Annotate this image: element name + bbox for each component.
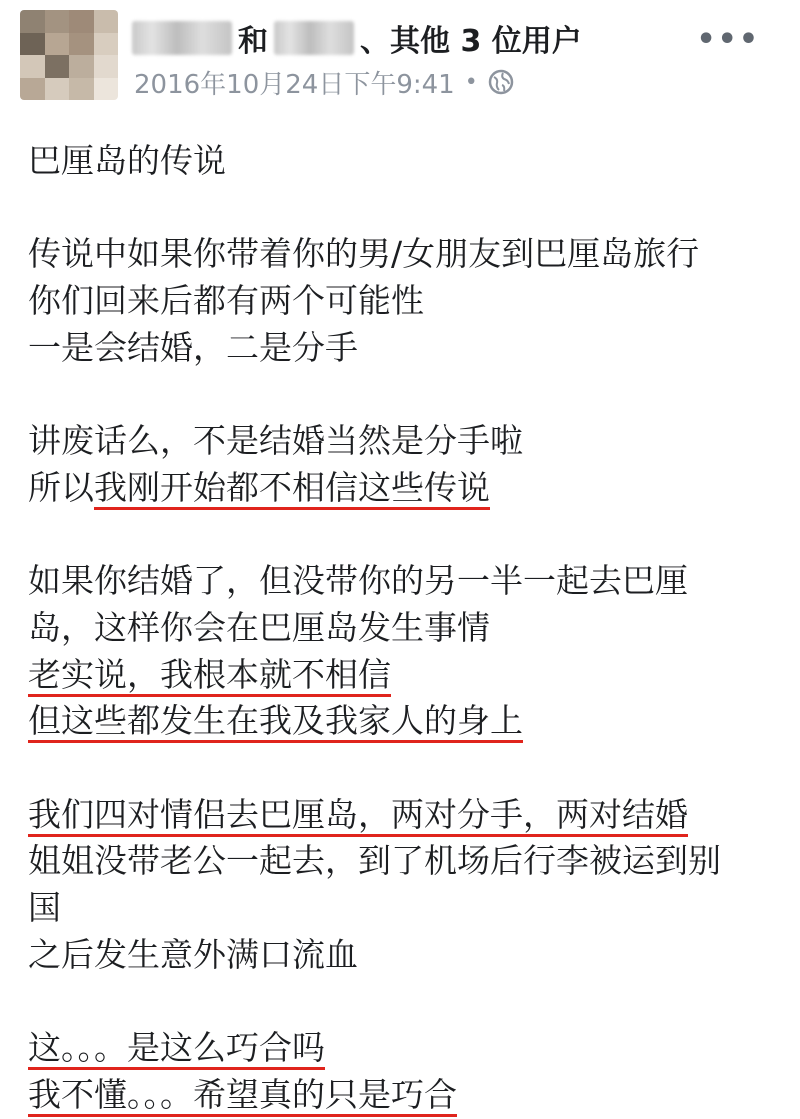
post-text-line <box>28 652 788 699</box>
globe-icon[interactable] <box>488 69 514 95</box>
blurred-tagged-name[interactable] <box>274 21 354 55</box>
post-text-line <box>28 885 788 932</box>
blank-line <box>28 745 788 792</box>
post-text-line <box>28 1025 788 1072</box>
post-text-line <box>28 325 788 372</box>
blank-line <box>28 371 788 418</box>
line-text: 你们回来后都有两个可能性 <box>28 281 424 321</box>
underlined-text: 但这些都发生在我及我家人的身上 <box>28 701 523 741</box>
post-text-line <box>28 465 788 512</box>
more-options-icon[interactable]: ••• <box>696 22 760 57</box>
timestamp[interactable]: 2016年10月24日下午9:41 <box>134 69 455 100</box>
post-body <box>28 138 788 1118</box>
avatar[interactable] <box>20 10 118 100</box>
line-text: 岛，这样你会在巴厘岛发生事情 <box>28 607 490 647</box>
underlined-text: 老实说，我根本就不相信 <box>28 654 391 694</box>
post-text-line <box>28 278 788 325</box>
line-text: 如果你结婚了，但没带你的另一半一起去巴厘 <box>28 561 688 601</box>
post-text-line <box>28 605 788 652</box>
underlined-text: 我不懂。。。希望真的只是巧合 <box>28 1074 457 1114</box>
line-text: 讲废话么，不是结婚当然是分手啦 <box>28 421 523 461</box>
underlined-text: 我们四对情侣去巴厘岛，两对分手，两对结婚 <box>28 794 688 834</box>
post-text-line <box>28 932 788 979</box>
underlined-text: 这。。。是这么巧合吗 <box>28 1028 325 1068</box>
post-author-line <box>132 14 582 62</box>
underlined-text: 我刚开始都不相信这些传说 <box>94 467 490 507</box>
post-text-line <box>28 838 788 885</box>
blurred-author-name[interactable] <box>132 21 232 55</box>
post-text-line <box>28 698 788 745</box>
post-text-line <box>28 138 788 185</box>
post-header <box>0 0 800 110</box>
line-text: 巴厘岛的传说 <box>28 141 226 180</box>
blank-line <box>28 185 788 232</box>
line-text: 国 <box>28 888 61 927</box>
author-connector: 和 <box>238 24 268 59</box>
meta-separator: • <box>464 69 478 95</box>
post-text-line <box>28 1072 788 1119</box>
line-text: 一是会结婚，二是分手 <box>28 327 358 367</box>
blank-line <box>28 512 788 559</box>
line-text: 姐姐没带老公一起去，到了机场后行李被运到别 <box>28 841 721 881</box>
post-text-line <box>28 558 788 605</box>
line-text: 之后发生意外满口流血 <box>28 934 358 974</box>
line-text: 所以 <box>28 467 94 507</box>
post-text-line <box>28 792 788 839</box>
post-text-line <box>28 231 788 278</box>
post-meta <box>134 64 514 100</box>
others-link[interactable]: 、其他 3 位用户 <box>360 24 582 59</box>
line-text: 传说中如果你带着你的男/女朋友到巴厘岛旅行 <box>28 234 700 274</box>
blank-line <box>28 978 788 1025</box>
post-text-line <box>28 418 788 465</box>
